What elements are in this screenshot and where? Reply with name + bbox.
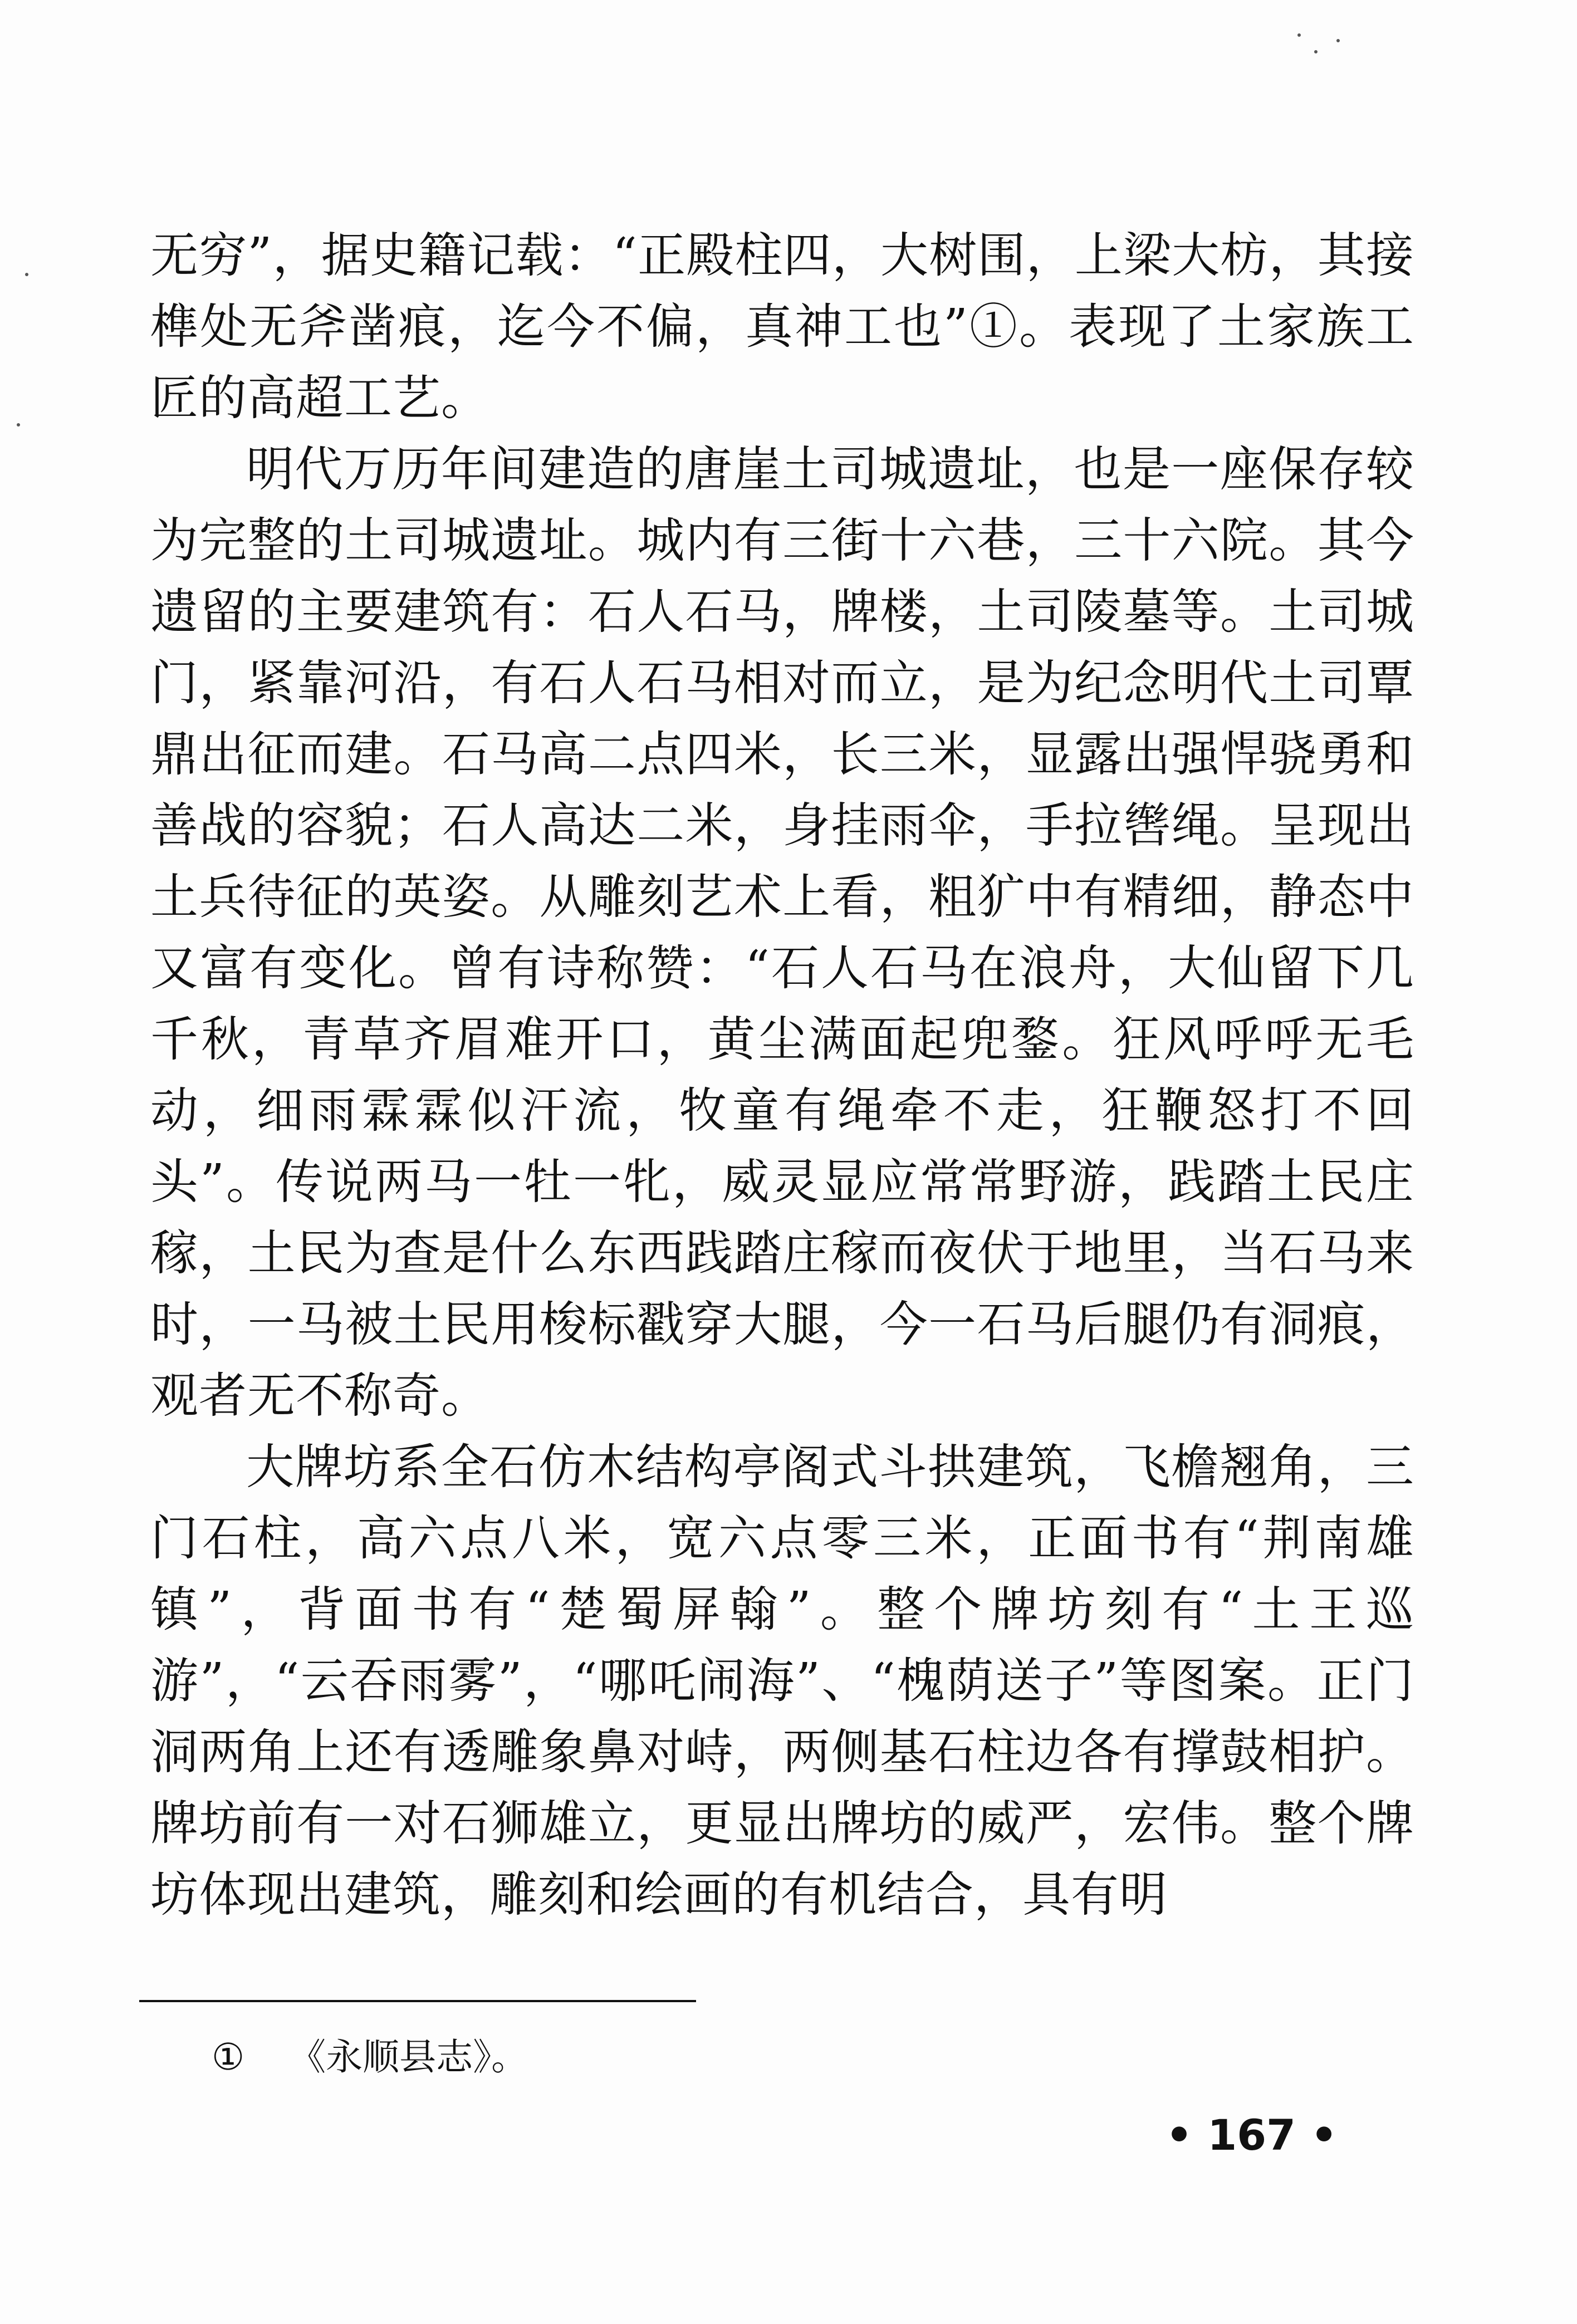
paragraph-continued: 无穷”，据史籍记载：“正殿柱四，大树围，上梁大枋，其接榫处无斧凿痕，迄今不偏，真神工也”①。表现了土家族工匠的高超工艺。 <box>150 228 1414 426</box>
page-number: • 167 • <box>1165 2110 1338 2160</box>
paragraph-tangya-tusi-city: 明代万历年间建造的唐崖土司城遗址，也是一座保存较为完整的土司城遗址。城内有三街十六巷，三十六院。其今遗留的主要建筑有：石人石马，牌楼，土司陵墓等。土司城门，紧靠河沿，有石人石马相对而立，是为纪念明代土司覃鼎出征而建。石马高二点四米，长三米，显露出强悍骁勇和善战的容貌；石人高达二米，身挂雨伞，手拉辔绳。呈现出土兵待征的英姿。从雕刻艺术上看，粗犷中有精细，静态中又富有变化。曾有诗称赞：“石人石马在浪舟，大仙留下几千秋，青草齐眉难开口，黄尘满面起兜鍪。狂风呼呼无毛动，细雨霖霖似汗流，牧童有绳牵不走，狂鞭怒打不回头”。传说两马一牡一牝，威灵显应常常野游，践踏土民庄稼，土民为查是什么东西践踏庄稼而夜伏于地里，当石马来时，一马被土民用梭标戳穿大腿，今一石马后腿仍有洞痕，观者无不称奇。 <box>150 442 1414 1424</box>
scan-speck <box>1297 33 1301 37</box>
footnote-text: 《永顺县志》。 <box>289 2036 528 2078</box>
footnote-marker: ① <box>212 2036 245 2078</box>
scan-speck <box>25 273 28 276</box>
scan-speck <box>17 423 20 426</box>
scan-speck <box>1336 39 1340 42</box>
paragraph-grand-archway: 大牌坊系全石仿木结构亭阁式斗拱建筑，飞檐翘角，三门石柱，高六点八米，宽六点零三米，正面书有“荆南雄镇”，背面书有“楚蜀屏翰”。整个牌坊刻有“土王巡游”，“云吞雨雾”，“哪吒闹海”、“槐荫送子”等图案。正门洞两角上还有透雕象鼻对峙，两侧基石柱边各有撑鼓相护。牌坊前有一对石狮雄立，更显出牌坊的威严，宏伟。整个牌坊体现出建筑，雕刻和绘画的有机结合，具有明 <box>150 1439 1414 1923</box>
footnote-divider <box>139 2000 696 2002</box>
scan-speck <box>1314 50 1318 53</box>
body-text <box>150 220 1414 1930</box>
footnote <box>212 2032 528 2082</box>
